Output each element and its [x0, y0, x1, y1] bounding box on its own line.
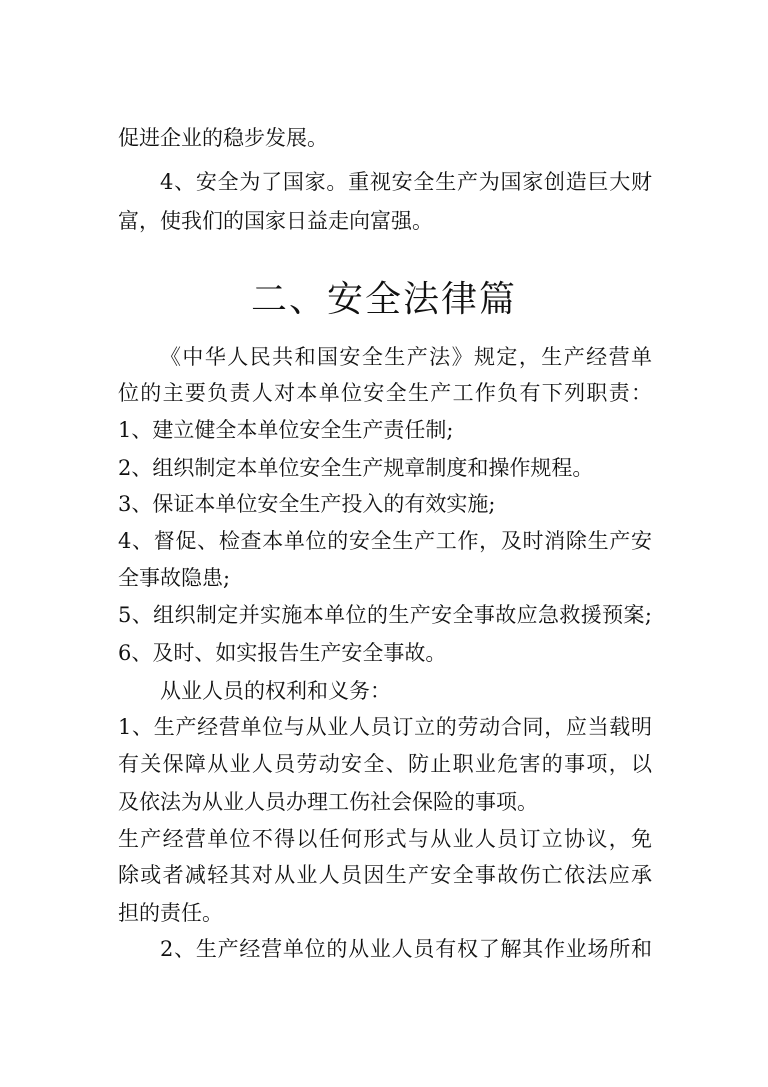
- list-item: 1、建立健全本单位安全生产责任制;: [118, 418, 454, 442]
- text-line: 位的主要负责人对本单位安全生产工作负有下列职责：: [118, 381, 652, 405]
- section-heading: 二、安全法律篇: [250, 279, 517, 320]
- text-line: 《中华人民共和国安全生产法》规定，生产经营单: [160, 345, 652, 369]
- text-line: 及依法为从业人员办理工伤社会保险的事项。: [118, 790, 538, 814]
- list-item: 3、保证本单位安全生产投入的有效实施;: [118, 492, 496, 516]
- list-item: 5、组织制定并实施本单位的生产安全事故应急救援预案;: [118, 603, 652, 627]
- list-item: 4、督促、检查本单位的安全生产工作，及时消除生产安: [118, 529, 652, 553]
- text-line: 除或者减轻其对从业人员因生产安全事故伤亡依法应承: [118, 863, 652, 887]
- list-item: 2、组织制定本单位安全生产规章制度和操作规程。: [118, 456, 594, 480]
- text-line: 有关保障从业人员劳动安全、防止职业危害的事项，以: [118, 752, 652, 776]
- list-item: 1、生产经营单位与从业人员订立的劳动合同，应当载明: [118, 715, 652, 739]
- text-line: 富，使我们的国家日益走向富强。: [118, 209, 433, 233]
- text-line: 担的责任。: [118, 901, 223, 925]
- list-item: 2、生产经营单位的从业人员有权了解其作业场所和: [160, 937, 652, 961]
- subsection-heading: 从业人员的权利和义务：: [160, 679, 391, 703]
- text-line: 生产经营单位不得以任何形式与从业人员订立协议，免: [118, 827, 652, 851]
- text-line: 全事故隐患;: [118, 566, 231, 590]
- text-line: 促进企业的稳步发展。: [118, 126, 328, 150]
- list-item: 6、及时、如实报告生产安全事故。: [118, 641, 447, 665]
- text-line: 4、安全为了国家。重视安全生产为国家创造巨大财: [160, 170, 652, 194]
